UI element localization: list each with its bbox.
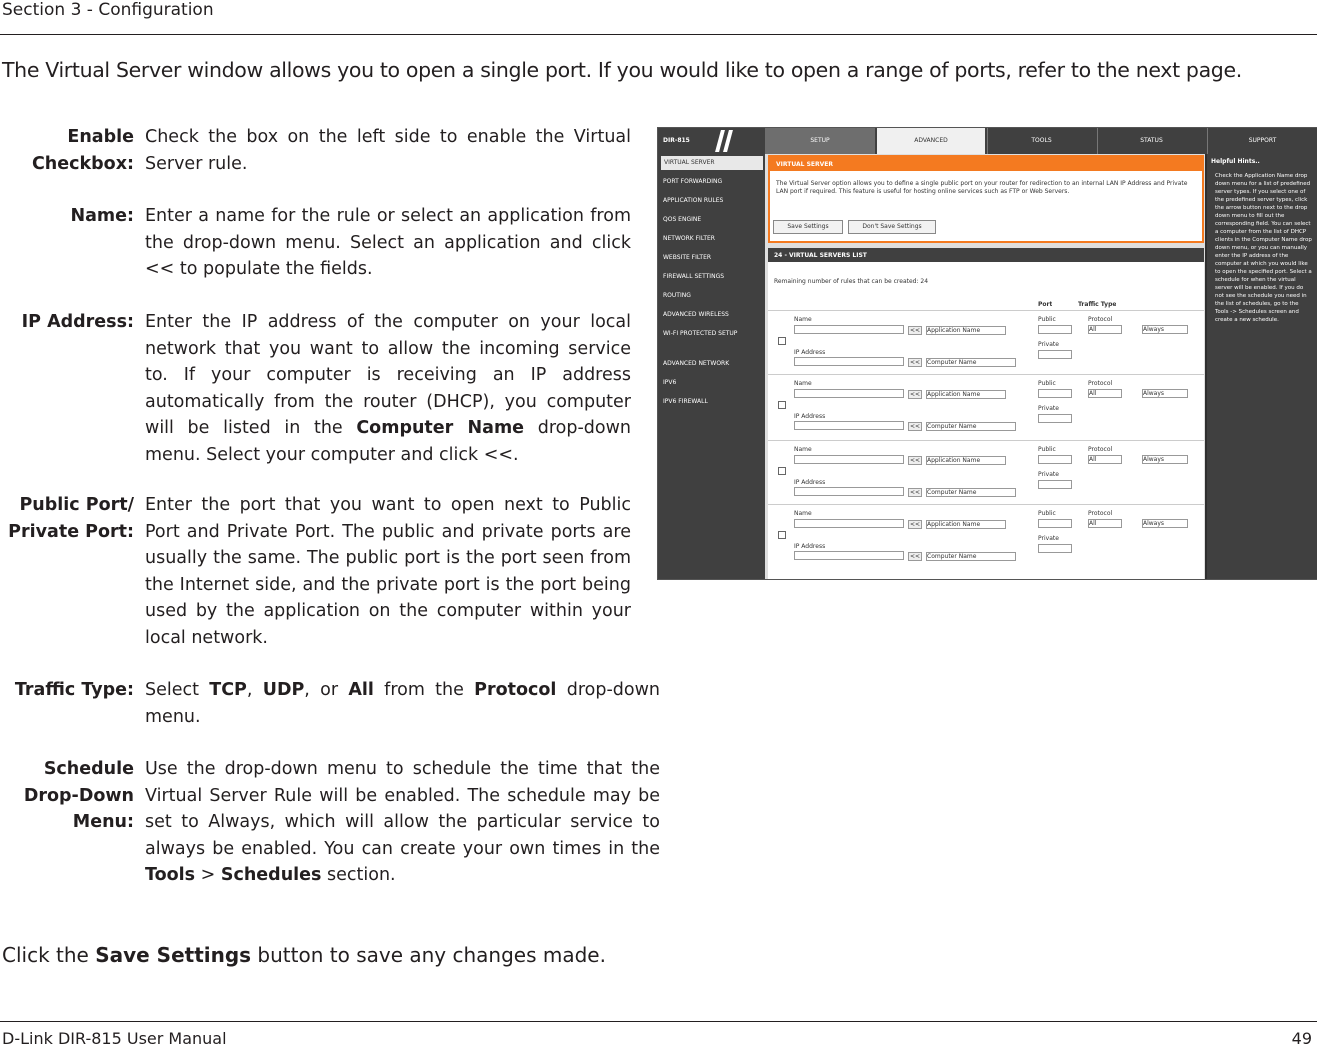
rule-row	[768, 504, 1204, 574]
computer-name-select[interactable]: Computer Name	[926, 552, 1016, 561]
col-traffic-header: Traffic Type	[1078, 301, 1117, 308]
private-port-input[interactable]	[1038, 414, 1072, 423]
populate-name-button[interactable]: <<	[909, 521, 921, 528]
public-label: Public	[1038, 446, 1056, 453]
sidebar-item-advanced-network[interactable]: ADVANCED NETWORK	[663, 360, 730, 367]
tab-status[interactable]: STATUS	[1097, 128, 1205, 154]
header-divider	[0, 34, 1317, 35]
sidebar-item-firewall-settings[interactable]: FIREWALL SETTINGS	[663, 273, 725, 280]
sidebar-item-ipv6-firewall[interactable]: IPV6 FIREWALL	[663, 398, 708, 405]
sidebar-item-port-forwarding[interactable]: PORT FORWARDING	[663, 178, 723, 185]
populate-ip-button[interactable]: <<	[909, 553, 921, 560]
application-name-select[interactable]: Application Name	[926, 326, 1006, 335]
protocol-label: Protocol	[1088, 316, 1113, 323]
enable-checkbox[interactable]	[778, 401, 786, 409]
name-input[interactable]	[794, 455, 904, 464]
tab-tools[interactable]: TOOLS	[987, 128, 1095, 154]
intro-paragraph: The Virtual Server window allows you to open a single port. If you would like to open a range of ports, refer to the next page.	[2, 58, 1242, 82]
ip-address-input[interactable]	[794, 551, 904, 560]
rule-row	[768, 310, 1204, 374]
ip-address-label: IP Address	[794, 479, 826, 486]
sidebar-item-qos-engine[interactable]: QOS ENGINE	[663, 216, 702, 223]
ip-address-label: IP Address	[794, 413, 826, 420]
ip-address-label: IP Address	[794, 349, 826, 356]
sidebar-item-routing[interactable]: ROUTING	[663, 292, 691, 299]
private-port-input[interactable]	[1038, 480, 1072, 489]
populate-name-button[interactable]: <<	[909, 457, 921, 464]
ip-address-input[interactable]	[794, 357, 904, 366]
sidebar-item-ipv6[interactable]: IPV6	[663, 379, 677, 386]
rule-row	[768, 374, 1204, 440]
tab-advanced[interactable]: ADVANCED	[877, 128, 985, 154]
sidebar-item-application-rules[interactable]: APPLICATION RULES	[663, 197, 724, 204]
populate-name-button[interactable]: <<	[909, 391, 921, 398]
enable-checkbox[interactable]	[778, 531, 786, 539]
public-port-input[interactable]	[1038, 389, 1072, 398]
private-port-input[interactable]	[1038, 350, 1072, 359]
enable-checkbox[interactable]	[778, 337, 786, 345]
private-label: Private	[1038, 341, 1059, 348]
schedule-select[interactable]: Always	[1142, 455, 1188, 464]
populate-name-button[interactable]: <<	[909, 327, 921, 334]
public-label: Public	[1038, 510, 1056, 517]
computer-name-select[interactable]: Computer Name	[926, 358, 1016, 367]
sidebar-item-website-filter[interactable]: WEBSITE FILTER	[663, 254, 712, 261]
protocol-label: Protocol	[1088, 446, 1113, 453]
name-label: Name	[794, 510, 812, 517]
ip-address-input[interactable]	[794, 487, 904, 496]
footer-divider	[0, 1021, 1317, 1022]
protocol-select[interactable]: All	[1088, 389, 1122, 398]
private-label: Private	[1038, 535, 1059, 542]
computer-name-select[interactable]: Computer Name	[926, 422, 1016, 431]
col-port-header: Port	[1038, 301, 1053, 308]
term-traffic-type: Traffic Type:	[14, 680, 134, 700]
desc-name: Enter a name for the rule or select an application from the drop-down menu. Select an application and click << to populate the fields.	[145, 206, 631, 279]
private-port-input[interactable]	[1038, 544, 1072, 553]
sidebar-item-network-filter[interactable]: NETWORK FILTER	[663, 235, 715, 242]
name-input[interactable]	[794, 325, 904, 334]
helpful-hints-title: Helpful Hints..	[1211, 158, 1260, 165]
rule-row	[768, 440, 1204, 504]
panel-description: The Virtual Server option allows you to define a single public port on your router for redirection to an internal LAN IP Address and Private LAN port if required. This feature is useful for hosting online services such as FTP or Web Servers.	[776, 180, 1188, 195]
list-title: 24 - VIRTUAL SERVERS LIST	[768, 248, 1204, 262]
desc-schedule-dropdown: Use the drop-down menu to schedule the time that the Virtual Server Rule will be enabled. The schedule may be set to Always, which will allow the particular service to always be enabled. You can create your own times in the Tools > Schedules section.	[145, 759, 660, 885]
name-label: Name	[794, 316, 812, 323]
router-screenshot	[657, 127, 1317, 580]
protocol-select[interactable]: All	[1088, 325, 1122, 334]
public-label: Public	[1038, 316, 1056, 323]
populate-ip-button[interactable]: <<	[909, 489, 921, 496]
name-input[interactable]	[794, 519, 904, 528]
helpful-hints-text: Check the Application Name drop down menu for a list of predefined server types. If you select one of the predefined server types, click the arrow button next to the drop down menu to fill out the corresponding field. You can select a computer from the list of DHCP clients in the Computer Name drop down menu, or you can manually enter the IP address of the computer at which you would like to open the specified port. Select a schedule for when the virtual server will be enabled. If you do not see the schedule you need in the list of schedules, go to the Tools -> Schedules screen and create a new schedule.	[1215, 173, 1312, 323]
public-port-input[interactable]	[1038, 325, 1072, 334]
computer-name-select[interactable]: Computer Name	[926, 488, 1016, 497]
populate-ip-button[interactable]: <<	[909, 423, 921, 430]
private-label: Private	[1038, 405, 1059, 412]
dont-save-settings-button[interactable]: Don't Save Settings	[848, 220, 936, 234]
populate-ip-button[interactable]: <<	[909, 359, 921, 366]
footer-manual-title: D-Link DIR-815 User Manual	[2, 1029, 227, 1048]
protocol-select[interactable]: All	[1088, 455, 1122, 464]
term-ip-address: IP Address:	[21, 312, 134, 332]
desc-enable-checkbox: Check the box on the left side to enable the Virtual Server rule.	[145, 127, 631, 174]
private-label: Private	[1038, 471, 1059, 478]
schedule-select[interactable]: Always	[1142, 519, 1188, 528]
remaining-rules: Remaining number of rules that can be created: 24	[774, 278, 929, 285]
panel-title: VIRTUAL SERVER	[770, 157, 1202, 171]
desc-public-private-port: Enter the port that you want to open next to Public Port and Private Port. The public and private ports are usually the same. The public port is the port seen from the Internet side, and the private port is the port being used by the application on the computer within your local network.	[145, 495, 631, 648]
save-settings-button[interactable]: Save Settings	[773, 220, 843, 234]
protocol-select[interactable]: All	[1088, 519, 1122, 528]
public-port-input[interactable]	[1038, 455, 1072, 464]
section-header: Section 3 - Configuration	[2, 0, 214, 20]
tab-support[interactable]: SUPPORT	[1207, 128, 1317, 154]
schedule-select[interactable]: Always	[1142, 389, 1188, 398]
term-enable-checkbox: Enable Checkbox:	[31, 127, 134, 174]
name-input[interactable]	[794, 389, 904, 398]
desc-ip-address: Enter the IP address of the computer on your local network that you want to allow the incoming service to. If your computer is receiving an IP address automatically from the router (DHCP), you computer will be listed in the Computer Name drop-down menu. Select your computer and click <<.	[145, 312, 631, 465]
name-label: Name	[794, 446, 812, 453]
protocol-label: Protocol	[1088, 380, 1113, 387]
model-logo: DIR-815	[663, 137, 690, 144]
sidebar-item-wps[interactable]: WI-FI PROTECTED SETUP	[663, 330, 738, 337]
protocol-label: Protocol	[1088, 510, 1113, 517]
term-schedule-dropdown: Schedule Drop-Down Menu:	[23, 759, 134, 832]
footer-page-number: 49	[1291, 1029, 1312, 1048]
desc-traffic-type: Select TCP, UDP, or All from the Protocol drop-down menu.	[145, 680, 660, 727]
term-public-private-port: Public Port/ Private Port:	[8, 495, 134, 542]
enable-checkbox[interactable]	[778, 467, 786, 475]
closing-note: Click the Save Settings button to save any changes made.	[2, 943, 606, 967]
application-name-select[interactable]: Application Name	[926, 456, 1006, 465]
tab-setup[interactable]: SETUP	[765, 128, 875, 154]
sidebar-item-advanced-wireless[interactable]: ADVANCED WIRELESS	[663, 311, 729, 318]
application-name-select[interactable]: Application Name	[926, 520, 1006, 529]
term-name: Name:	[70, 206, 134, 226]
sidebar-item-virtual-server[interactable]: VIRTUAL SERVER	[661, 156, 763, 170]
public-label: Public	[1038, 380, 1056, 387]
schedule-select[interactable]: Always	[1142, 325, 1188, 334]
ip-address-input[interactable]	[794, 421, 904, 430]
ip-address-label: IP Address	[794, 543, 826, 550]
name-label: Name	[794, 380, 812, 387]
application-name-select[interactable]: Application Name	[926, 390, 1006, 399]
public-port-input[interactable]	[1038, 519, 1072, 528]
